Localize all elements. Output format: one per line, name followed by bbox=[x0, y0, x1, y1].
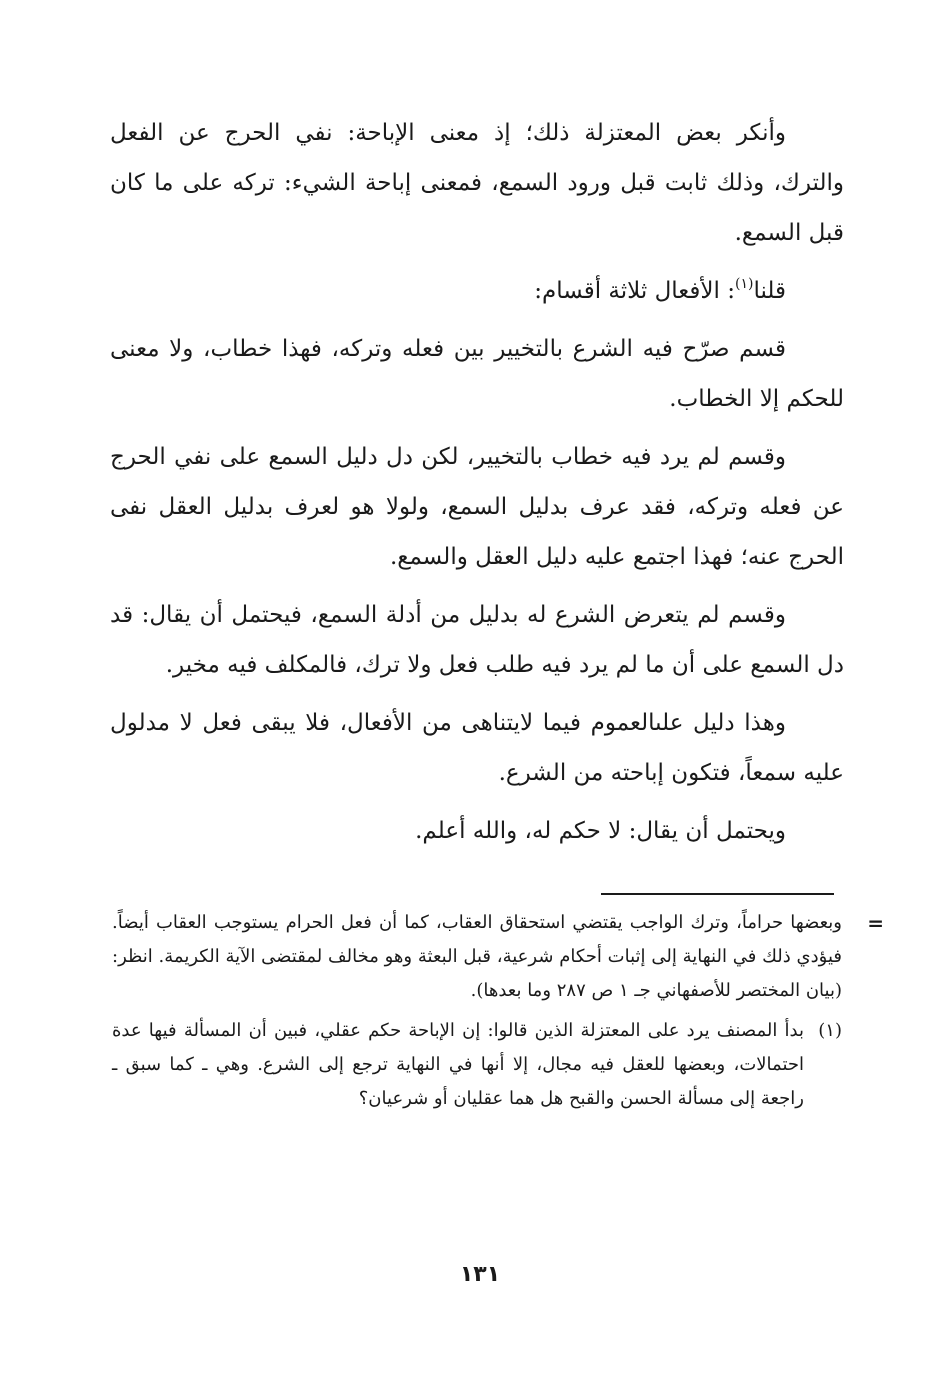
footnote-continuation-text: وبعضها حراماً، وترك الواجب يقتضي استحقاق العقاب، كما أن فعل الحرام يستوجب العقاب أيضاً. فيؤدي ذلك في النهاية إلى إثبات أحكام شرعية، قبل البعثة وهو مخالف لمقتضى الآية الكريمة. انظر: (بيان المختصر للأصفهاني جـ ١ ص ٢٨٧ وما بعدها). bbox=[112, 912, 842, 1001]
footnotes-section bbox=[112, 906, 884, 1116]
footnote-separator bbox=[601, 893, 834, 895]
paragraph-category-two: وقسم لم يرد فيه خطاب بالتخيير، لكن دل دليل السمع على نفي الحرج عن فعله وتركه، فقد عرف بدليل السمع، ولولا هو لعرف بدليل العقل نفى الحرج عنه؛ فهذا اجتمع عليه دليل العقل والسمع. bbox=[110, 444, 844, 570]
paragraph-text-end: : الأفعال ثلاثة أقسام: bbox=[534, 278, 735, 304]
footnote-number: (١) bbox=[818, 1020, 842, 1041]
paragraph-mutazila-objection: وأنكر بعض المعتزلة ذلك؛ إذ معنى الإباحة: نفي الحرج عن الفعل والترك، وذلك ثابت قبل ورود السمع، فمعنى إباحة الشيء: تركه على ما كان قبل السمع. bbox=[110, 120, 844, 246]
footnote-continuation bbox=[112, 906, 884, 1008]
paragraph-text-start: قلنا bbox=[753, 278, 786, 304]
page-number: ١٣١ bbox=[459, 1262, 501, 1287]
paragraph-category-three: وقسم لم يتعرض الشرع له بدليل من أدلة السمع، فيحتمل أن يقال: قد دل السمع على أن ما لم يرد فيه طلب فعل ولا ترك، فالمكلف فيه مخير. bbox=[110, 602, 844, 678]
footnote-reference[interactable]: (١) bbox=[734, 276, 754, 292]
footnote-text: بدأ المصنف يرد على المعتزلة الذين قالوا: إن الإباحة حكم عقلي، فبين أن المسألة فيها عدة احتمالات، وبعضها للعقل فيه مجال، إلا أنها في النهاية ترجع إلى الشرع. وهي ـ كما سبق ـ راجعة إلى مسألة الحسن والقبح هل هما عقليان أو شرعيان؟ bbox=[112, 1020, 804, 1109]
footnote-item bbox=[112, 1014, 842, 1116]
main-text-body bbox=[110, 108, 844, 864]
paragraph-category-one: قسم صرّح فيه الشرع بالتخيير بين فعله وتركه، فهذا خطاب، ولا معنى للحكم إلا الخطاب. bbox=[110, 336, 844, 412]
paragraph-generality: وهذا دليل علىالعموم فيما لايتناهى من الأفعال، فلا يبقى فعل لا مدلول عليه سمعاً، فتكون إباحته من الشرع. bbox=[110, 710, 844, 786]
paragraph-conclusion: ويحتمل أن يقال: لا حكم له، والله أعلم. bbox=[415, 818, 786, 844]
paragraph-three-categories bbox=[110, 266, 844, 316]
continuation-marker: = bbox=[867, 911, 884, 935]
